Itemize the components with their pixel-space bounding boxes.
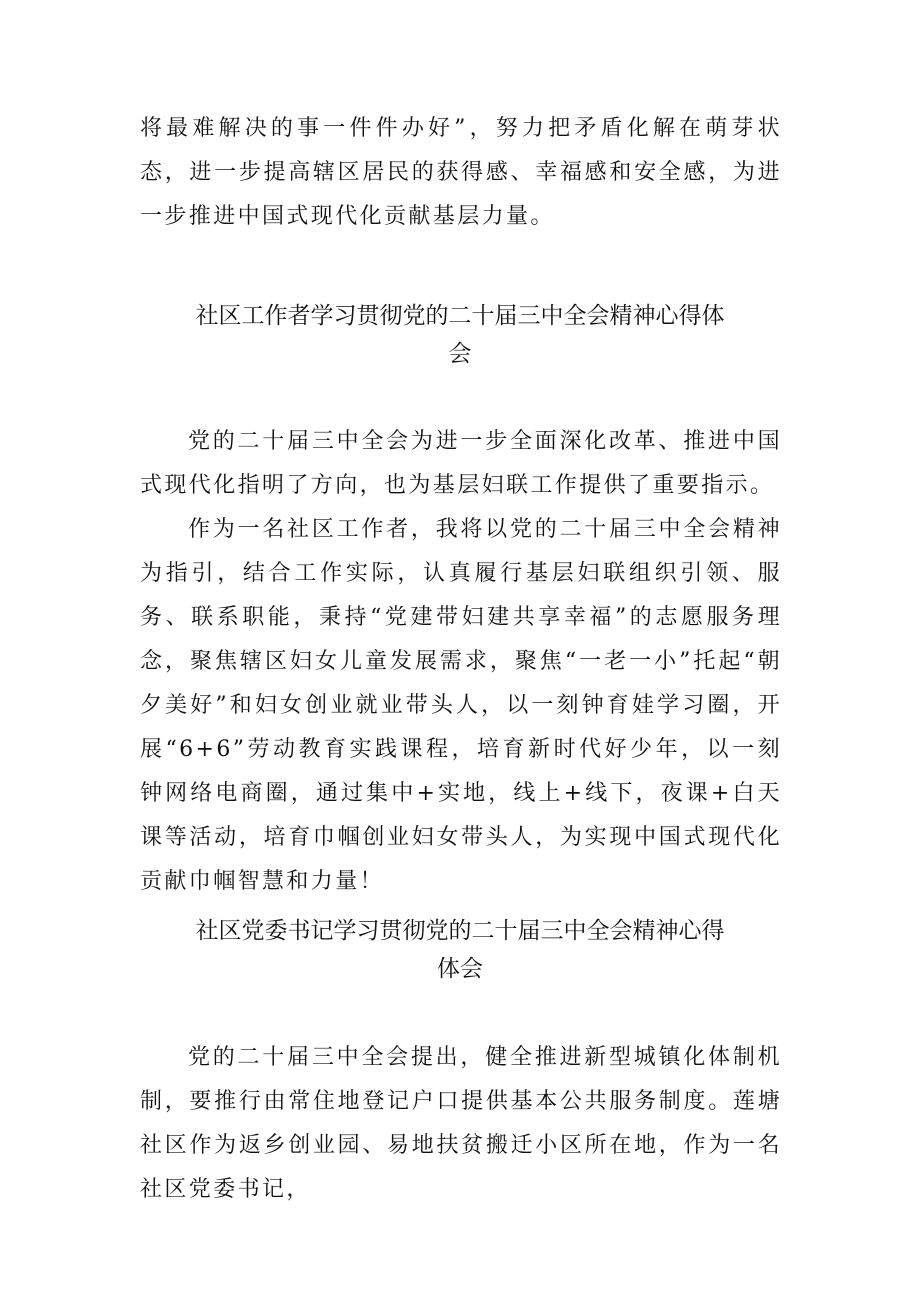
section2-title-line1: 社区党委书记学习贯彻党的二十届三中全会精神心得 — [195, 918, 725, 944]
section2-title-line2: 体会 — [437, 956, 483, 982]
section1-title — [150, 297, 770, 373]
section1-title-line2: 会 — [448, 341, 472, 367]
section1-body — [140, 420, 782, 904]
continuation-block — [140, 107, 782, 239]
continuation-paragraph: 将最难解决的事一件件办好”，努力把矛盾化解在萌芽状态，进一步提高辖区居民的获得感、幸福感和安全感，为进一步推进中国式现代化贡献基层力量。 — [140, 116, 782, 229]
section2-paragraph-1: 党的二十届三中全会提出，健全推进新型城镇化体制机制，要推行由常住地登记户口提供基本公共服务制度。莲塘社区作为返乡创业园、易地扶贫搬迁小区所在地，作为一名社区党委书记， — [140, 1045, 782, 1202]
section2-title — [150, 912, 770, 988]
section1-paragraph-1: 党的二十届三中全会为进一步全面深化改革、推进中国式现代化指明了方向，也为基层妇联工作提供了重要指示。 — [140, 429, 782, 498]
section2-body — [140, 1036, 782, 1212]
section1-title-line1: 社区工作者学习贯彻党的二十届三中全会精神心得体 — [195, 303, 725, 329]
section1-paragraph-2: 作为一名社区工作者，我将以党的二十届三中全会精神为指引，结合工作实际，认真履行基层妇联组织引领、服务、联系职能，秉持“党建带妇建共享幸福”的志愿服务理念，聚焦辖区妇女儿童发展需求，聚焦“一老一小”托起“朝夕美好”和妇女创业就业带头人，以一刻钟育娃学习圈，开展“6+6”劳动教育实践课程，培育新时代好少年，以一刻钟网络电商圈，通过集中+实地，线上+线下，夜课+白天课等活动，培育巾帼创业妇女带头人，为实现中国式现代化贡献巾帼智慧和力量！ — [140, 517, 782, 894]
